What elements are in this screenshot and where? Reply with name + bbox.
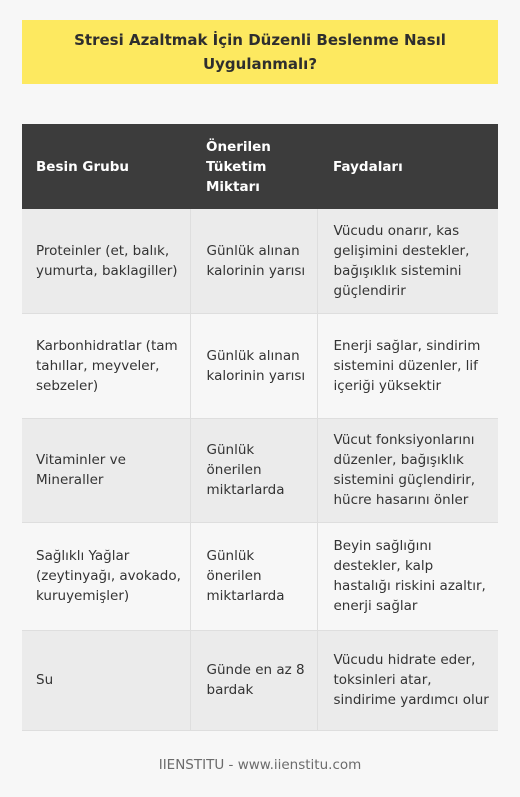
nutrition-table [22, 124, 498, 731]
cell-benefits: Vücudu onarır, kas gelişimini destekler, bağışıklık sistemini güçlendirir [317, 209, 498, 313]
table-row [22, 418, 498, 522]
cell-food-group: Sağlıklı Yağlar (zeytinyağı, avokado, kuruyemişler) [22, 522, 190, 630]
cell-food-group: Vitaminler ve Mineraller [22, 418, 190, 522]
nutrition-table-container [22, 124, 498, 731]
header-food-group: Besin Grubu [22, 124, 190, 209]
title-banner [22, 20, 498, 84]
table-row [22, 209, 498, 313]
cell-food-group: Su [22, 630, 190, 730]
cell-recommended-amount: Günlük önerilen miktarlarda [190, 522, 317, 630]
table-row [22, 522, 498, 630]
cell-food-group: Proteinler (et, balık, yumurta, baklagiller) [22, 209, 190, 313]
cell-recommended-amount: Günlük önerilen miktarlarda [190, 418, 317, 522]
cell-recommended-amount: Günlük alınan kalorinin yarısı [190, 209, 317, 313]
cell-benefits: Vücut fonksiyonlarını düzenler, bağışıklık sistemini güçlendirir, hücre hasarını önler [317, 418, 498, 522]
table-body [22, 209, 498, 730]
table-header [22, 124, 498, 209]
cell-recommended-amount: Günlük alınan kalorinin yarısı [190, 313, 317, 418]
table-row [22, 313, 498, 418]
cell-benefits: Enerji sağlar, sindirim sistemini düzenler, lif içeriği yüksektir [317, 313, 498, 418]
cell-recommended-amount: Günde en az 8 bardak [190, 630, 317, 730]
header-recommended-amount: Önerilen Tüketim Miktarı [190, 124, 317, 209]
footer-source: IIENSTITU - www.iienstitu.com [158, 757, 362, 773]
table-row [22, 630, 498, 730]
header-benefits: Faydaları [317, 124, 498, 209]
cell-benefits: Beyin sağlığını destekler, kalp hastalığı riskini azaltır, enerji sağlar [317, 522, 498, 630]
table-header-row [22, 124, 498, 209]
page-title: Stresi Azaltmak İçin Düzenli Beslenme Nasıl Uygulanmalı? [74, 31, 446, 73]
cell-food-group: Karbonhidratlar (tam tahıllar, meyveler, sebzeler) [22, 313, 190, 418]
cell-benefits: Vücudu hidrate eder, toksinleri atar, sindirime yardımcı olur [317, 630, 498, 730]
